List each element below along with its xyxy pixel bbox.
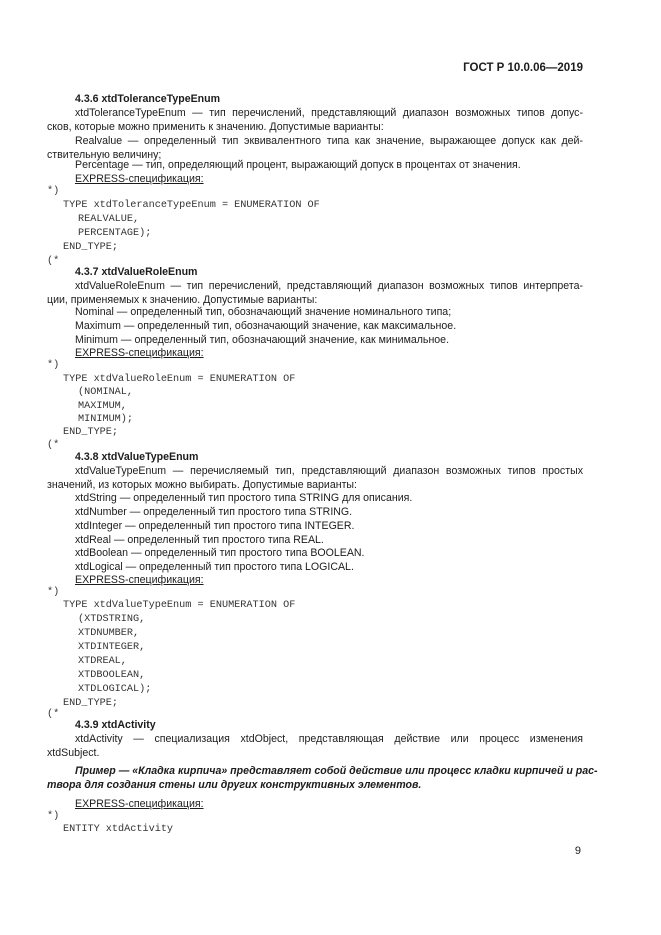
paragraph-line: xtdToleranceTypeEnum — тип перечислений, представляющий диапазон возможных типов допус-	[75, 107, 583, 119]
code-line: XTDREAL,	[78, 656, 127, 667]
list-item: xtdLogical — определенный тип простого типа LOGICAL.	[75, 561, 354, 573]
express-label: EXPRESS-спецификация:	[75, 173, 204, 185]
code-line: *)	[47, 811, 60, 822]
code-line: XTDLOGICAL);	[78, 684, 152, 695]
page-number: 9	[574, 845, 581, 857]
code-line: XTDINTEGER,	[78, 642, 146, 653]
document-header: ГОСТ Р 10.0.06—2019	[463, 62, 583, 74]
section-heading: 4.3.8 xtdValueTypeEnum	[75, 451, 199, 463]
paragraph-line: ствительную величину;	[47, 149, 162, 161]
express-label: EXPRESS-спецификация:	[75, 798, 204, 810]
code-line: (*	[47, 440, 60, 451]
code-line: END_TYPE;	[63, 427, 119, 438]
code-line: *)	[47, 360, 60, 371]
code-line: TYPE xtdValueRoleEnum = ENUMERATION OF	[63, 374, 296, 385]
code-line: TYPE xtdToleranceTypeEnum = ENUMERATION OF	[63, 200, 320, 211]
paragraph-line: xtdValueTypeEnum — перечисляемый тип, представляющий диапазон возможных типов простых	[75, 465, 583, 477]
code-line: XTDBOOLEAN,	[78, 670, 146, 681]
list-item: xtdBoolean — определенный тип простого типа BOOLEAN.	[75, 547, 365, 559]
paragraph-line: xtdSubject.	[47, 747, 100, 759]
paragraph-line: xtdValueRoleEnum — тип перечислений, представляющий диапазон возможных типов интерпрета-	[75, 280, 583, 292]
example-line: твора для создания стены или других конструктивных элементов.	[47, 779, 422, 791]
example-line: Пример — «Кладка кирпича» представляет собой действие или процесс кладки кирпичей и рас-	[75, 765, 598, 777]
section-heading: 4.3.7 xtdValueRoleEnum	[75, 266, 198, 278]
code-line: (*	[47, 256, 60, 267]
section-heading: 4.3.6 xtdToleranceTypeEnum	[75, 93, 221, 105]
list-item: Minimum — определенный тип, обозначающий значение, как минимальное.	[75, 334, 450, 346]
express-label: EXPRESS-спецификация:	[75, 347, 204, 359]
paragraph-line: Realvalue — определенный тип эквивалентного типа как значение, выражающее допуск как дей-	[75, 135, 583, 147]
code-line: *)	[47, 186, 60, 197]
section-heading: 4.3.9 xtdActivity	[75, 719, 156, 731]
paragraph-line: ции, применяемых к значению. Допустимые варианты:	[47, 294, 318, 306]
code-line: END_TYPE;	[63, 698, 119, 709]
list-item: Maximum — определенный тип, обозначающий значение, как максимальное.	[75, 320, 457, 332]
paragraph-line: сков, которые можно применить к значению. Допустимые варианты:	[47, 121, 384, 133]
list-item: Nominal — определенный тип, обозначающий значение номинального типа;	[75, 306, 452, 318]
code-line: PERCENTAGE);	[78, 228, 152, 239]
express-label: EXPRESS-спецификация:	[75, 574, 204, 586]
code-line: TYPE xtdValueTypeEnum = ENUMERATION OF	[63, 600, 296, 611]
paragraph-line: значений, из которых можно выбирать. Допустимые варианты:	[47, 479, 357, 491]
list-item: xtdReal — определенный тип простого типа REAL.	[75, 534, 324, 546]
code-line: REALVALUE,	[78, 214, 140, 225]
code-line: *)	[47, 587, 60, 598]
code-line: END_TYPE;	[63, 242, 119, 253]
code-line: (XTDSTRING,	[78, 614, 146, 625]
paragraph-line: xtdActivity — специализация xtdObject, представляющая действие или процесс изменения	[75, 733, 583, 745]
code-line: (NOMINAL,	[78, 387, 134, 398]
list-item: xtdNumber — определенный тип простого типа STRING.	[75, 506, 353, 518]
code-line: (*	[47, 709, 60, 720]
code-line: MINIMUM);	[78, 414, 134, 425]
code-line: ENTITY xtdActivity	[63, 824, 174, 835]
code-line: XTDNUMBER,	[78, 628, 140, 639]
list-item: xtdInteger — определенный тип простого типа INTEGER.	[75, 520, 355, 532]
list-item: xtdString — определенный тип простого типа STRING для описания.	[75, 492, 413, 504]
paragraph-line: Percentage — тип, определяющий процент, выражающий допуск в процентах от значения.	[75, 159, 521, 171]
code-line: MAXIMUM,	[78, 401, 127, 412]
